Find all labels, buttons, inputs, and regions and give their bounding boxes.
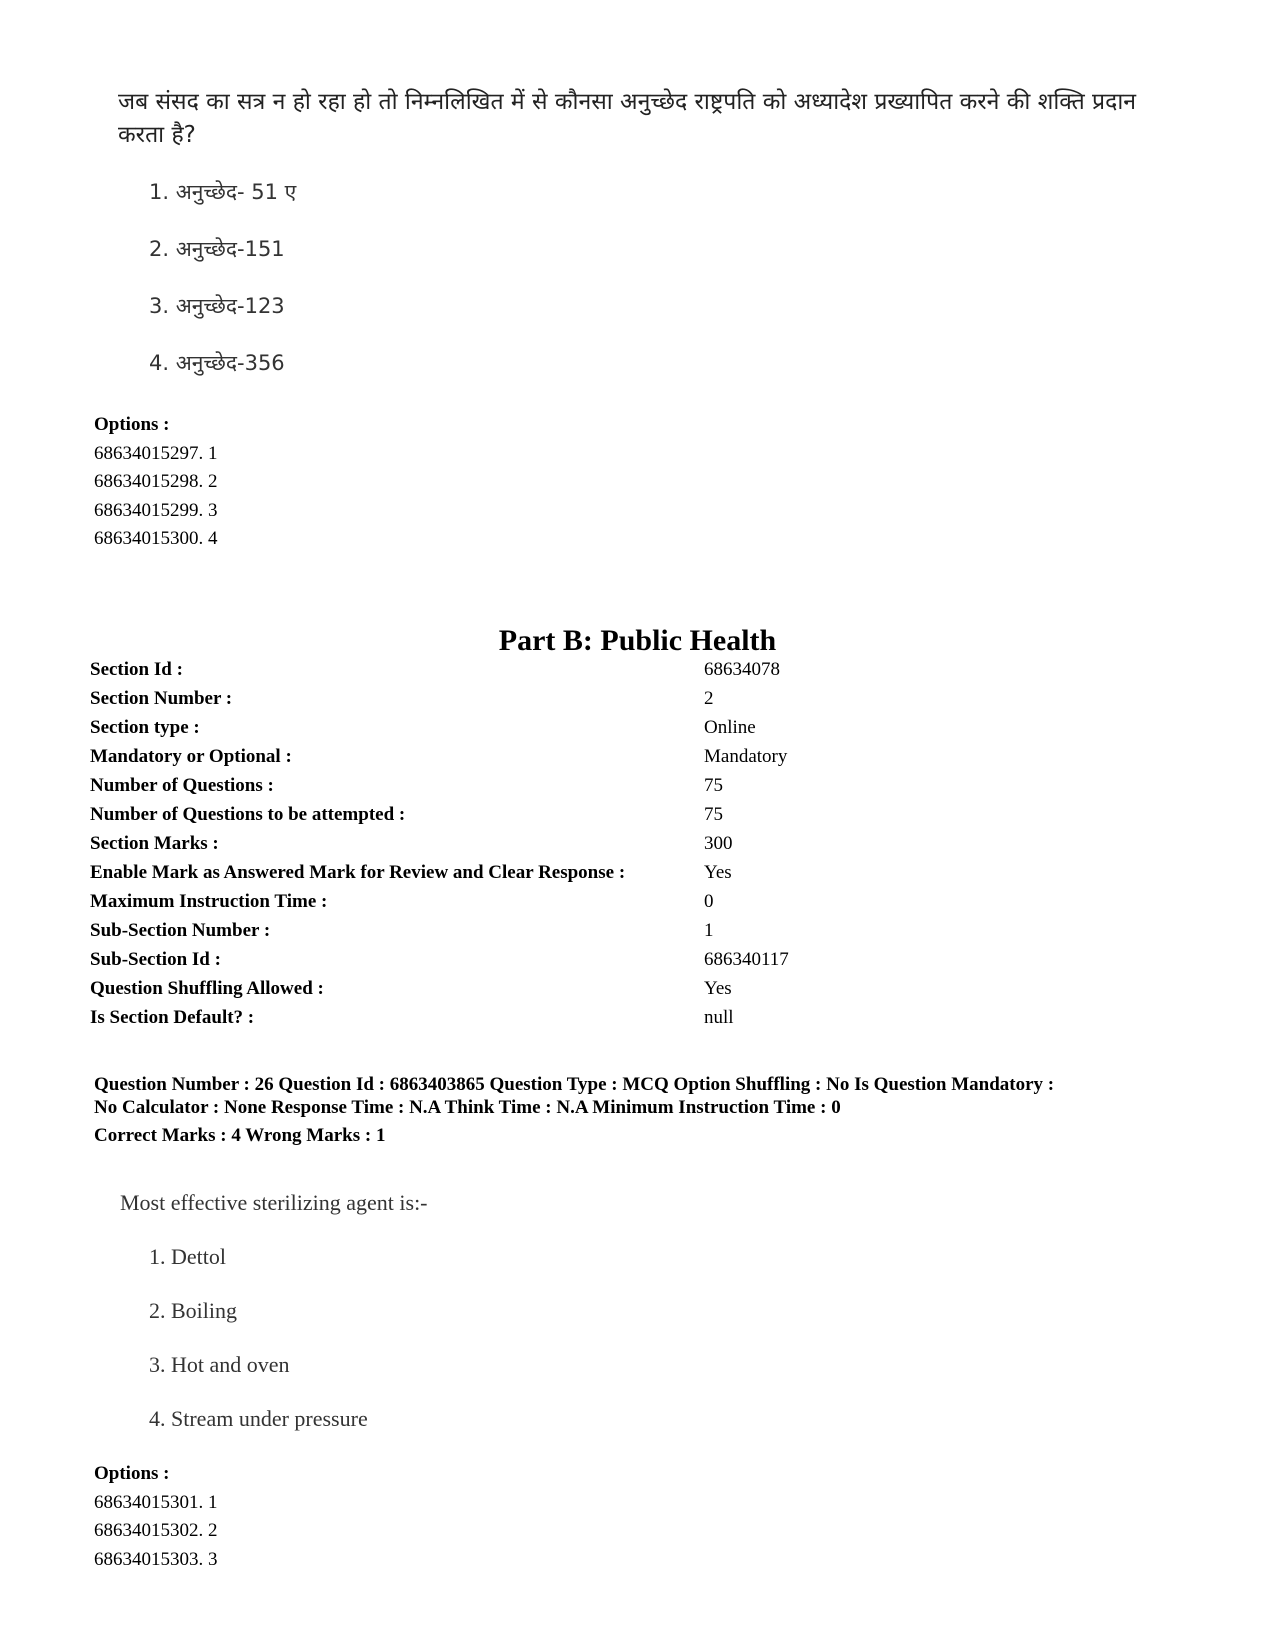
section-row-value: 2 <box>704 688 714 709</box>
section-row <box>90 717 1190 746</box>
choice-item: 1. अनुच्छेद- 51 ए <box>149 180 297 204</box>
choice-item: 3. Hot and oven <box>149 1352 290 1377</box>
section-row-label: Section type : <box>90 717 200 738</box>
section-row-label: Maximum Instruction Time : <box>90 891 328 912</box>
section-row <box>90 862 1190 891</box>
section-row-value: 1 <box>704 920 714 941</box>
question-text: Most effective sterilizing agent is:- <box>120 1190 428 1215</box>
section-row-label: Is Section Default? : <box>90 1007 255 1028</box>
option-line: 68634015301. 1 <box>94 1492 218 1513</box>
section-row <box>90 920 1190 949</box>
section-row <box>90 833 1190 862</box>
section-row-value: Mandatory <box>704 746 788 767</box>
choice-item: 4. Stream under pressure <box>149 1406 368 1431</box>
section-row-label: Section Marks : <box>90 833 219 854</box>
question-meta-line: No Calculator : None Response Time : N.A Think Time : N.A Minimum Instruction Time : 0 <box>94 1097 841 1118</box>
option-line: 68634015302. 2 <box>94 1520 218 1541</box>
option-line: 68634015303. 3 <box>94 1549 218 1570</box>
section-row-value: 75 <box>704 775 723 796</box>
section-row-value: Online <box>704 717 756 738</box>
section-row <box>90 1007 1190 1036</box>
section-row <box>90 659 1190 688</box>
option-line: 68634015297. 1 <box>94 443 218 464</box>
section-row-label: Sub-Section Id : <box>90 949 221 970</box>
section-row-label: Number of Questions to be attempted : <box>90 804 406 825</box>
section-row <box>90 978 1190 1007</box>
section-row-label: Section Id : <box>90 659 183 680</box>
question-marks-line: Correct Marks : 4 Wrong Marks : 1 <box>94 1125 386 1146</box>
section-row <box>90 688 1190 717</box>
section-row-label: Enable Mark as Answered Mark for Review and Clear Response : <box>90 862 626 883</box>
section-row-label: Mandatory or Optional : <box>90 746 292 767</box>
question-text-hindi: जब संसद का सत्र न हो रहा हो तो निम्नलिखित में से कौनसा अनुच्छेद राष्ट्रपति को अध्यादेश प्रख्यापित करने की शक्ति प्रदान करता है? <box>118 89 1137 148</box>
section-row <box>90 746 1190 775</box>
choice-item: 4. अनुच्छेद-356 <box>149 351 285 375</box>
options-label: Options : <box>94 1463 170 1484</box>
section-row <box>90 949 1190 978</box>
section-row <box>90 804 1190 833</box>
section-row <box>90 775 1190 804</box>
section-row-value: 68634078 <box>704 659 780 680</box>
section-row-label: Sub-Section Number : <box>90 920 271 941</box>
option-line: 68634015300. 4 <box>94 528 218 549</box>
choice-item: 2. Boiling <box>149 1298 238 1323</box>
option-line: 68634015298. 2 <box>94 471 218 492</box>
choice-item: 3. अनुच्छेद-123 <box>149 294 285 318</box>
section-row-label: Number of Questions : <box>90 775 274 796</box>
section-row-label: Section Number : <box>90 688 233 709</box>
choice-item: 1. Dettol <box>149 1244 226 1269</box>
section-row-value: null <box>704 1007 734 1028</box>
section-row-value: 300 <box>704 833 733 854</box>
section-row-value: 0 <box>704 891 714 912</box>
question-meta-line: Question Number : 26 Question Id : 6863403865 Question Type : MCQ Option Shuffling : No Is Question Mandatory : <box>94 1074 1055 1095</box>
part-title: Part B: Public Health <box>498 624 777 657</box>
option-line: 68634015299. 3 <box>94 500 218 521</box>
section-row-value: 686340117 <box>704 949 789 970</box>
section-row <box>90 891 1190 920</box>
section-row-value: Yes <box>704 978 732 999</box>
section-row-value: 75 <box>704 804 723 825</box>
choice-item: 2. अनुच्छेद-151 <box>149 237 285 261</box>
section-row-label: Question Shuffling Allowed : <box>90 978 324 999</box>
options-label: Options : <box>94 414 170 435</box>
section-row-value: Yes <box>704 862 732 883</box>
